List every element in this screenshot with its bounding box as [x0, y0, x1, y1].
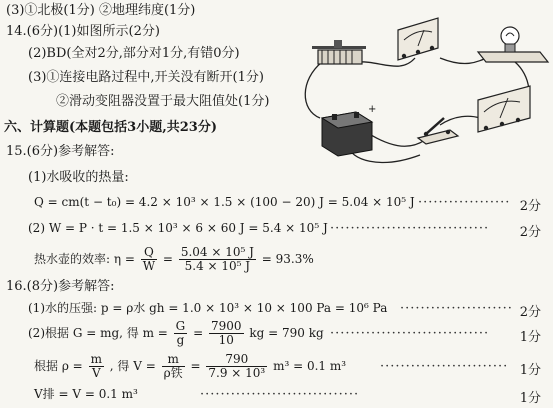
problem-16-title: 16.(8分)参考解答:	[6, 279, 115, 294]
score: 2分	[519, 305, 541, 320]
voltmeter-shape	[398, 18, 438, 60]
leader-dots: ·························	[380, 359, 509, 374]
fraction: $\frac{Q}{W}$	[142, 245, 156, 273]
fraction: $\frac{m}{V}$	[90, 352, 102, 380]
score: 1分	[519, 391, 541, 406]
answer-13-3: (3)①北极(1分) ②地理纬度(1分)	[6, 3, 196, 18]
efficiency-result: = 93.3%	[261, 252, 314, 266]
fraction: $\frac{G}{g}$	[175, 319, 186, 347]
formula-heat: Q = cm(t − t₀) = 4.2 × 10³ × 1.5 × (100 − 20) J = 5.04 × 10⁵ J	[34, 195, 415, 209]
answer-14-1: 14.(6分)(1)如图所示(2分)	[6, 24, 160, 39]
fraction: $\frac{7900}{10}$	[210, 319, 242, 347]
formula-mass: (2)根据 G = mg, 得 m = $\frac{G}{g}$ = $\frac{7900}{10}$ kg = 790 kg	[28, 319, 324, 347]
ammeter-shape	[478, 86, 530, 132]
formula-work: (2) W = P · t = 1.5 × 10³ × 6 × 60 J = 5.4 × 10⁵ J	[28, 221, 328, 235]
formula-displaced-volume: V排 = V = 0.1 m³	[34, 387, 138, 401]
bulb-shape	[478, 27, 548, 62]
section-heading: 六、计算题(本题包括3小题,共23分)	[4, 120, 217, 135]
answer-14-2: (2)BD(全对2分,部分对1分,有错0分)	[28, 46, 240, 61]
formula-volume: 根据 ρ = $\frac{m}{V}$ , 得 V = $\frac{m}{\text{ρ铁}}$ = $\frac{790}{\text{7.9 × 10³}}$ m³ = 0.1 m³	[34, 352, 347, 380]
formula-efficiency: 热水壶的效率: η = $\frac{Q}{W}$ = $\frac{\text{5.04 × 10⁵ J}}{\text{5.4 × 10⁵ J}}$ = 93.3%	[34, 245, 314, 273]
efficiency-label: 热水壶的效率: η =	[34, 252, 135, 266]
fraction: $\frac{\text{5.04 × 10⁵ J}}{\text{5.4 × 10⁵ J}}$	[180, 245, 254, 273]
score: 2分	[519, 225, 541, 240]
fraction: $\frac{790}{\text{7.9 × 10³}}$	[208, 352, 266, 380]
leader-dots: ··················	[418, 195, 511, 210]
leader-dots: ·······························	[330, 326, 490, 341]
leader-dots: ·······························	[200, 387, 360, 402]
svg-text:+: +	[368, 104, 377, 115]
score: 2分	[519, 199, 541, 214]
battery-shape	[322, 104, 376, 156]
score: 1分	[519, 363, 541, 378]
score: 1分	[519, 330, 541, 345]
leader-dots: ······················	[400, 301, 513, 316]
rheostat-shape	[312, 40, 366, 64]
formula-pressure: (1)水的压强: p = ρ水 gh = 1.0 × 10³ × 10 × 100 Pa = 10⁶ Pa	[28, 301, 388, 315]
leader-dots: ·······························	[330, 221, 490, 236]
problem-15-title: 15.(6分)参考解答:	[6, 144, 115, 159]
answer-14-3a: (3)①连接电路过程中,开关没有断开(1分)	[28, 70, 264, 85]
problem-15-1: (1)水吸收的热量:	[28, 170, 129, 185]
fraction: $\frac{m}{\text{ρ铁}}$	[163, 352, 183, 380]
switch-shape	[418, 118, 458, 144]
answer-14-3b: ②滑动变阻器没置于最大阻值处(1分)	[56, 94, 270, 109]
